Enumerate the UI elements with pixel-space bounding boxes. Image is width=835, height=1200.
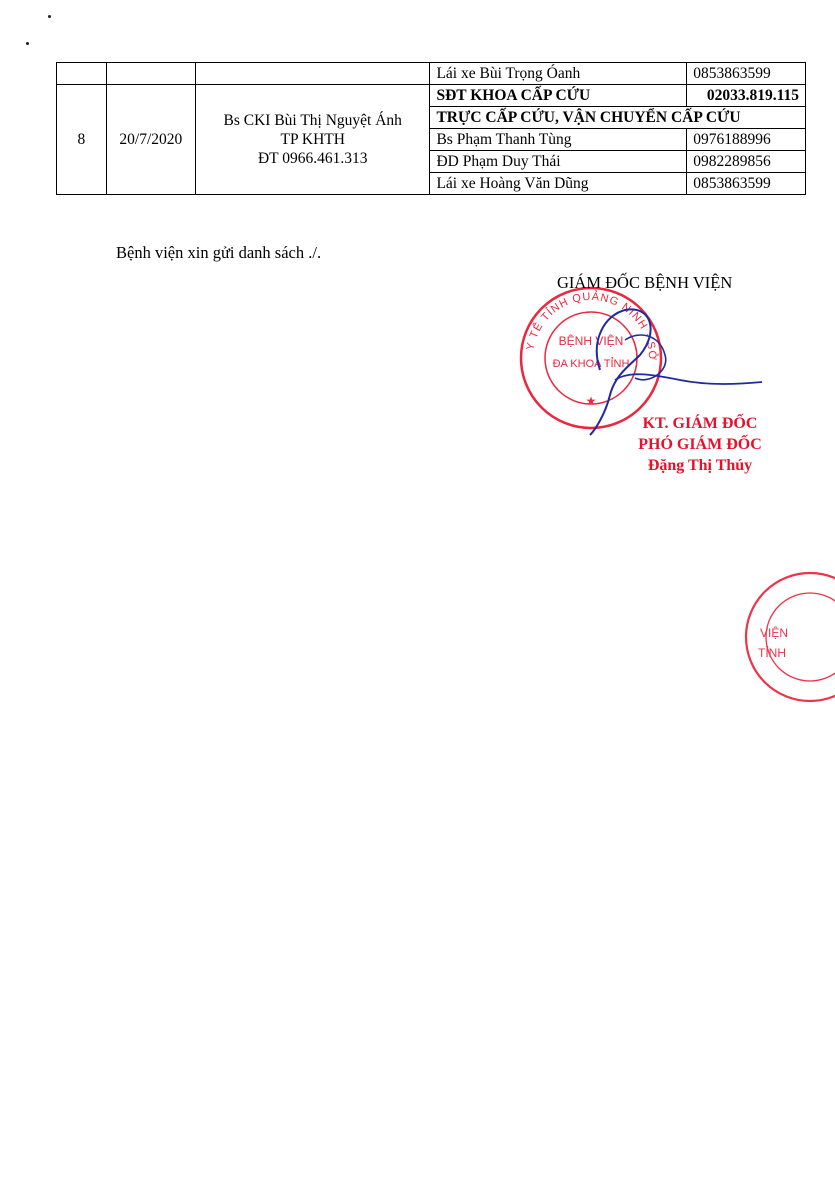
section-header-cell: TRỰC CẤP CỨU, VẬN CHUYỂN CẤP CỨU bbox=[430, 107, 806, 129]
signer-name: Đặng Thị Thúy bbox=[647, 457, 753, 474]
sign-authority: KT. GIÁM ĐỐC bbox=[642, 415, 758, 432]
person-cell bbox=[196, 63, 430, 85]
person-position: TP KHTH bbox=[280, 131, 345, 148]
role-cell: Bs Phạm Thanh Tùng bbox=[430, 129, 687, 151]
table-row bbox=[57, 63, 806, 85]
stamp-ring-text: Y TẾ TỈNH QUẢNG NINH · SỞ bbox=[524, 290, 659, 362]
partial-stamp-impression bbox=[700, 567, 835, 707]
phone-cell: 0853863599 bbox=[687, 63, 806, 85]
sign-position: PHÓ GIÁM ĐỐC bbox=[638, 436, 762, 453]
person-name: Bs CKI Bùi Thị Nguyệt Ánh bbox=[223, 112, 402, 129]
role-cell: Lái xe Bùi Trọng Óanh bbox=[430, 63, 687, 85]
person-cell bbox=[196, 85, 430, 195]
closing-text: Bệnh viện xin gửi danh sách ./. bbox=[116, 243, 322, 262]
stamp-center-line1: BỆNH VIỆN bbox=[558, 334, 624, 348]
phone-cell: 0853863599 bbox=[687, 173, 806, 195]
stamp-star-icon: ★ bbox=[585, 394, 597, 408]
phone-cell: 0982289856 bbox=[687, 151, 806, 173]
stamp-center-line2: ĐA KHOA TỈNH bbox=[552, 358, 630, 370]
phone-cell: 02033.819.115 bbox=[687, 85, 806, 107]
date-cell: 20/7/2020 bbox=[106, 85, 195, 195]
date-cell bbox=[106, 63, 195, 85]
role-cell: SĐT KHOA CẤP CỨU bbox=[430, 85, 687, 107]
partial-stamp-line2: TỈNH bbox=[758, 646, 786, 660]
phone-cell: 0976188996 bbox=[687, 129, 806, 151]
person-phone: ĐT 0966.461.313 bbox=[257, 150, 368, 167]
partial-stamp-line1: VIỆN bbox=[760, 626, 789, 640]
scan-speck bbox=[48, 15, 51, 18]
director-title: GIÁM ĐỐC BỆNH VIỆN bbox=[557, 273, 733, 292]
signature-block bbox=[580, 413, 820, 476]
role-cell: Lái xe Hoàng Văn Dũng bbox=[430, 173, 687, 195]
duty-roster-table bbox=[56, 62, 806, 195]
stt-cell bbox=[57, 63, 107, 85]
stt-cell: 8 bbox=[57, 85, 107, 195]
table-row bbox=[57, 85, 806, 107]
scan-speck bbox=[26, 42, 29, 45]
role-cell: ĐD Phạm Duy Thái bbox=[430, 151, 687, 173]
partial-stamp bbox=[700, 567, 835, 707]
